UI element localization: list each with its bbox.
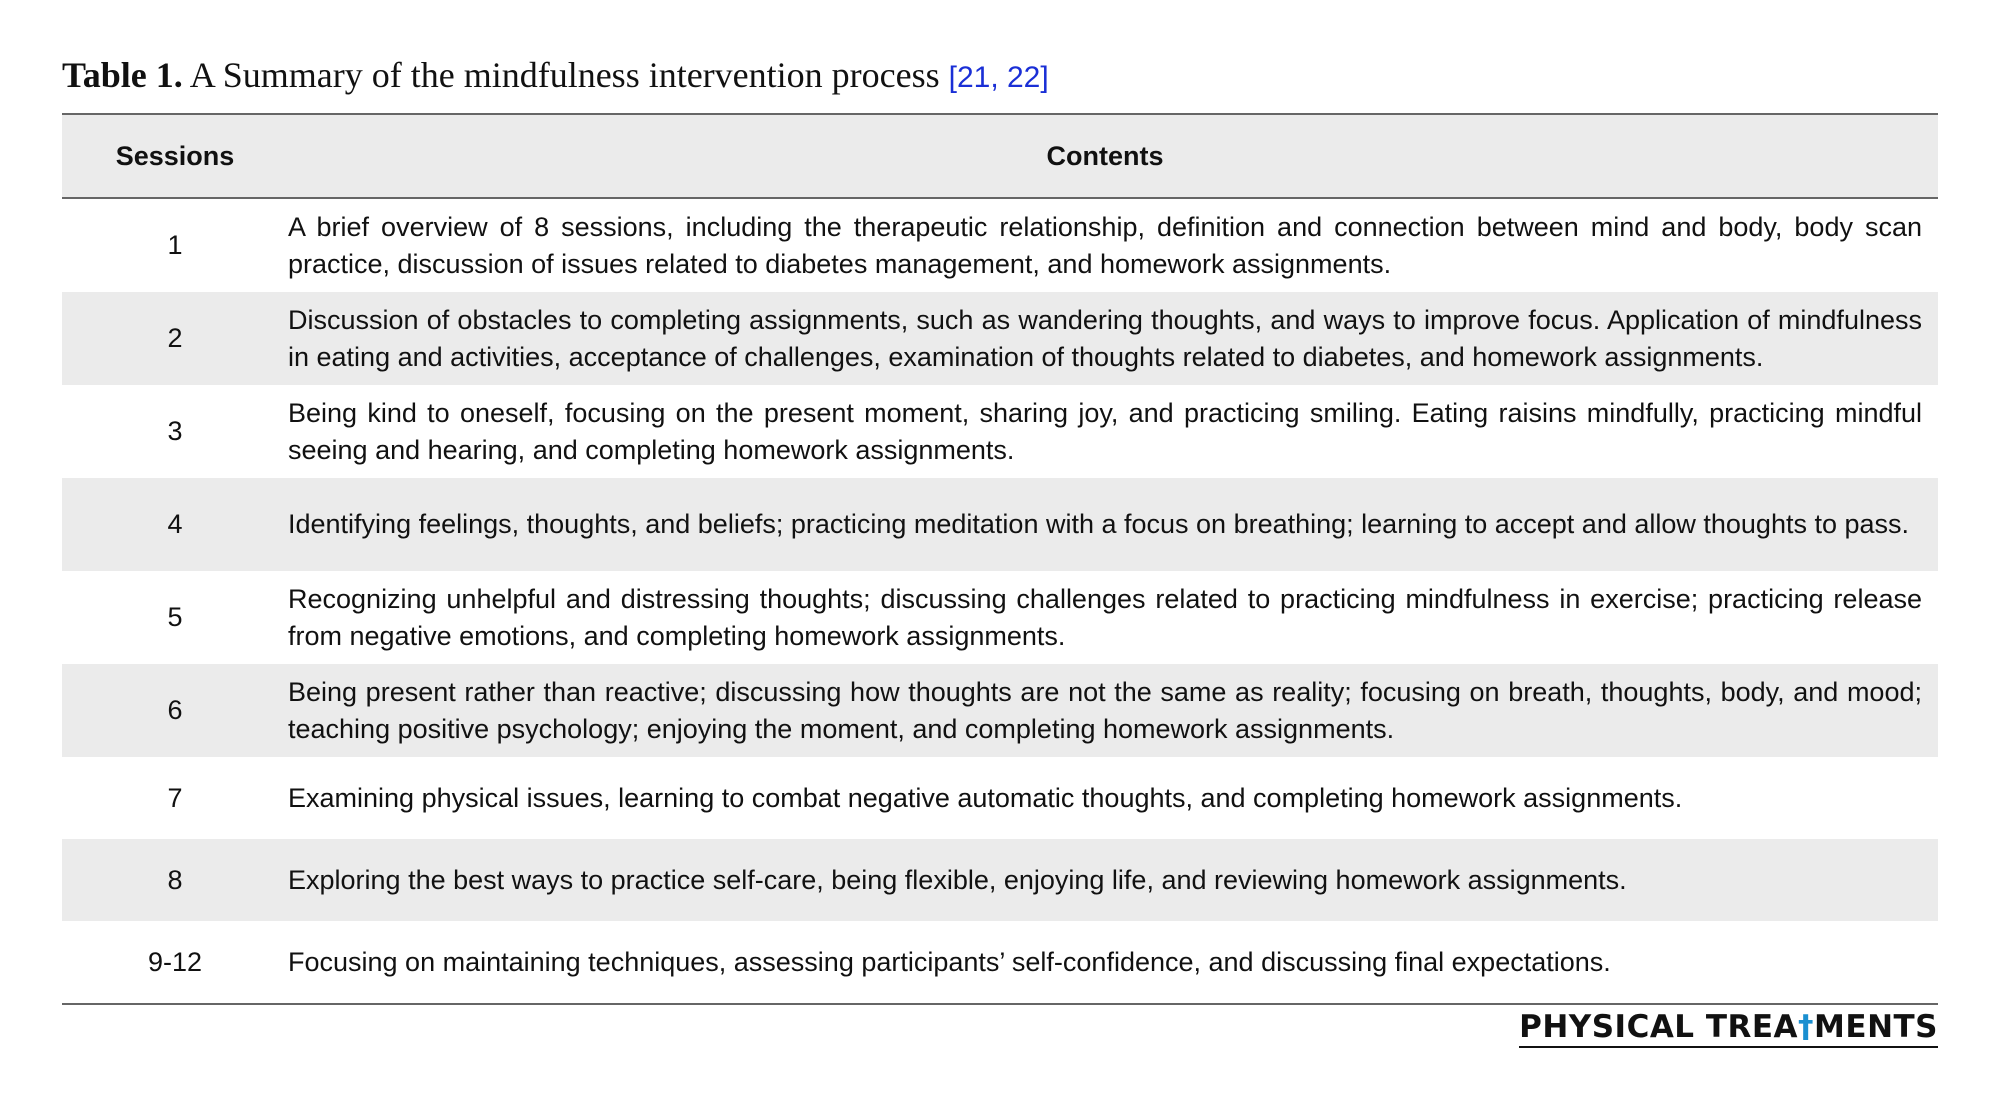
table-row xyxy=(62,292,1938,385)
session-number: 9-12 xyxy=(147,946,203,977)
session-content: Being present rather than reactive; discussing how thoughts are not the same as reality; focusing on breath, thoughts, body, and mood; teaching positive psychology; enjoying the moment, and completing homework assignments. xyxy=(288,676,1922,744)
session-number: 7 xyxy=(167,782,183,813)
table-row xyxy=(62,921,1938,1003)
summary-table xyxy=(62,113,1938,1005)
table-row xyxy=(62,664,1938,757)
table-row xyxy=(62,839,1938,921)
session-number: 3 xyxy=(167,416,183,446)
table-row xyxy=(62,478,1938,571)
session-content: A brief overview of 8 sessions, including the therapeutic relationship, definition and connection between mind and body, body scan practice, discussion of issues related to diabetes management, and homework assignments. xyxy=(288,211,1922,279)
session-content: Recognizing unhelpful and distressing thoughts; discussing challenges related to practicing mindfulness in exercise; practicing release from negative emotions, and completing homework assignments. xyxy=(288,583,1922,651)
session-number: 8 xyxy=(167,864,183,895)
session-number: 2 xyxy=(167,323,183,353)
session-number: 4 xyxy=(167,509,183,539)
table-row xyxy=(62,199,1938,292)
session-content: Exploring the best ways to practice self-care, being flexible, enjoying life, and reviewing homework assignments. xyxy=(288,864,1627,895)
journal-logo-text-start: PHYSICAL TREA xyxy=(1519,1009,1799,1045)
person-figure-icon: † xyxy=(1798,1009,1815,1045)
table-row xyxy=(62,571,1938,664)
table-caption-text: A Summary of the mindfulness intervention process xyxy=(189,55,940,95)
table-header-row xyxy=(62,115,1938,199)
journal-logo xyxy=(1519,1010,1938,1048)
table-row xyxy=(62,757,1938,839)
table-row xyxy=(62,385,1938,478)
session-content: Focusing on maintaining techniques, assessing participants’ self-confidence, and discussing final expectations. xyxy=(288,946,1611,977)
session-content: Identifying feelings, thoughts, and beliefs; practicing meditation with a focus on breathing; learning to accept and allow thoughts to pass. xyxy=(288,509,1910,539)
table-caption xyxy=(62,50,1049,103)
session-number: 6 xyxy=(167,695,183,725)
session-content: Being kind to oneself, focusing on the present moment, sharing joy, and practicing smiling. Eating raisins mindfully, practicing mindful seeing and hearing, and completing homework assignments. xyxy=(288,397,1922,465)
session-content: Examining physical issues, learning to combat negative automatic thoughts, and completing homework assignments. xyxy=(288,782,1683,813)
header-sessions: Sessions xyxy=(115,140,235,171)
session-content: Discussion of obstacles to completing assignments, such as wandering thoughts, and ways to improve focus. Application of mindfulness in eating and activities, acceptance of challenges, examination of thoughts related to diabetes, and homework assignments. xyxy=(288,304,1922,372)
table-caption-label: Table 1. xyxy=(62,55,183,95)
header-contents: Contents xyxy=(1046,140,1164,171)
journal-logo-text-end: MENTS xyxy=(1814,1009,1938,1045)
session-number: 5 xyxy=(167,602,183,632)
citation-link[interactable]: [21, 22] xyxy=(948,61,1049,94)
session-number: 1 xyxy=(167,230,183,260)
